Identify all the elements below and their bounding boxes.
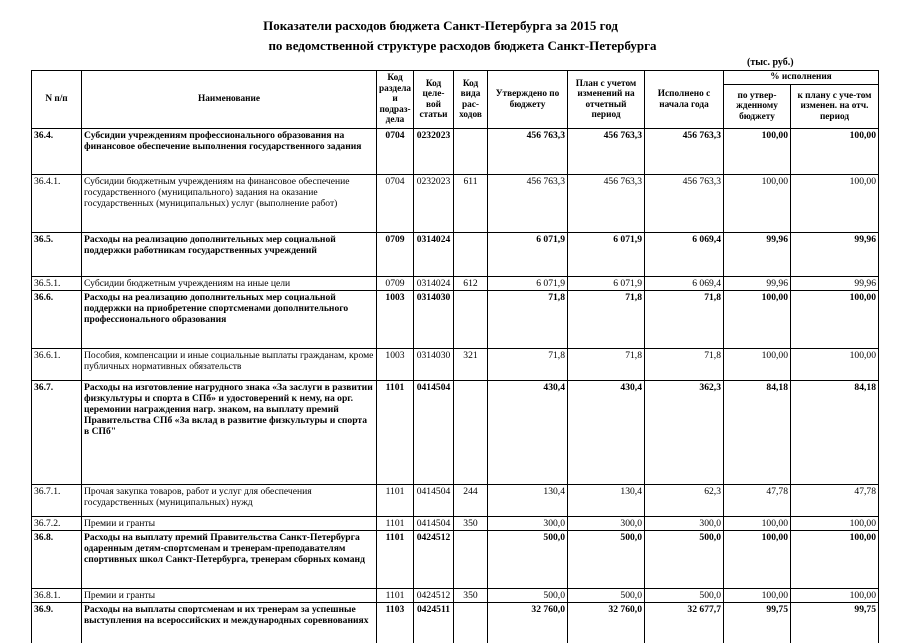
cell-plan: 300,0: [568, 517, 645, 531]
cell-plan: 500,0: [568, 531, 645, 589]
cell-article-code: 0424511: [414, 603, 454, 643]
cell-executed: 500,0: [645, 589, 724, 603]
cell-percent-budget: 100,00: [724, 531, 791, 589]
cell-expense-type-code: [454, 233, 488, 277]
document-title: Показатели расходов бюджета Санкт-Петербурга за 2015 год: [263, 18, 618, 33]
cell-plan: 71,8: [568, 291, 645, 349]
cell-expense-type-code: 321: [454, 349, 488, 381]
cell-section-code: 0704: [377, 129, 414, 175]
cell-name: Субсидии учреждениям профессионального образования на финансовое обеспечение выполнения государственного задания: [82, 129, 377, 175]
cell-executed: 456 763,3: [645, 129, 724, 175]
cell-name: Субсидии бюджетным учреждениям на иные цели: [82, 277, 377, 291]
cell-expense-type-code: [454, 381, 488, 485]
cell-expense-type-code: [454, 291, 488, 349]
cell-section-code: 1101: [377, 517, 414, 531]
cell-percent-budget: 47,78: [724, 485, 791, 517]
cell-percent-plan: 99,75: [791, 603, 879, 643]
cell-num: 36.7.1.: [32, 485, 82, 517]
cell-article-code: 0232023: [414, 129, 454, 175]
cell-num: 36.6.: [32, 291, 82, 349]
header-executed: Исполнено с начала года: [645, 71, 724, 129]
cell-percent-budget: 100,00: [724, 291, 791, 349]
cell-percent-budget: 100,00: [724, 129, 791, 175]
cell-section-code: 1101: [377, 531, 414, 589]
cell-approved: 456 763,3: [488, 175, 568, 233]
cell-percent-plan: 100,00: [791, 531, 879, 589]
cell-article-code: 0232023: [414, 175, 454, 233]
table-body: [32, 129, 879, 643]
header-expense-type-code: Код вида рас-ходов: [454, 71, 488, 129]
header-name: Наименование: [82, 71, 377, 129]
cell-percent-budget: 99,96: [724, 233, 791, 277]
cell-plan: 130,4: [568, 485, 645, 517]
table-row: [32, 531, 879, 589]
cell-percent-budget: 99,96: [724, 277, 791, 291]
cell-approved: 71,8: [488, 349, 568, 381]
cell-expense-type-code: [454, 531, 488, 589]
cell-section-code: 1101: [377, 485, 414, 517]
table-row: [32, 175, 879, 233]
cell-name: Субсидии бюджетным учреждениям на финансовое обеспечение государственного (муниципального) задания на оказание государственных (муниципальных) услуг (выполнение работ): [82, 175, 377, 233]
cell-article-code: 0314024: [414, 233, 454, 277]
cell-approved: 6 071,9: [488, 277, 568, 291]
table-row: [32, 517, 879, 531]
cell-percent-budget: 84,18: [724, 381, 791, 485]
cell-percent-budget: 100,00: [724, 517, 791, 531]
table-row: [32, 129, 879, 175]
cell-section-code: 1103: [377, 603, 414, 643]
cell-section-code: 1101: [377, 381, 414, 485]
cell-plan: 71,8: [568, 349, 645, 381]
cell-executed: 362,3: [645, 381, 724, 485]
cell-article-code: 0414504: [414, 485, 454, 517]
cell-name: Прочая закупка товаров, работ и услуг для обеспечения государственных (муниципальных) нужд: [82, 485, 377, 517]
cell-percent-plan: 99,96: [791, 233, 879, 277]
cell-name: Расходы на изготовление нагрудного знака «За заслуги в развитии физкультуры и спорта в СПб» и удостоверений к нему, на орг. церемонии награждения нагр. знаком, на выплату премий Правительства СПб «За вклад в развитие физкультуры и спорта в СПб": [82, 381, 377, 485]
header-section-code: Код раздела и подраз-дела: [377, 71, 414, 129]
cell-percent-plan: 100,00: [791, 129, 879, 175]
table-row: [32, 277, 879, 291]
cell-approved: 300,0: [488, 517, 568, 531]
cell-section-code: 0709: [377, 233, 414, 277]
cell-executed: 6 069,4: [645, 277, 724, 291]
cell-num: 36.5.: [32, 233, 82, 277]
cell-percent-plan: 47,78: [791, 485, 879, 517]
budget-table: [31, 70, 879, 643]
cell-expense-type-code: 350: [454, 589, 488, 603]
cell-num: 36.9.: [32, 603, 82, 643]
cell-expense-type-code: 244: [454, 485, 488, 517]
cell-num: 36.6.1.: [32, 349, 82, 381]
cell-approved: 430,4: [488, 381, 568, 485]
cell-plan: 6 071,9: [568, 277, 645, 291]
cell-approved: 71,8: [488, 291, 568, 349]
header-percent-budget: по утвер-жденному бюджету: [724, 85, 791, 129]
table-row: [32, 381, 879, 485]
units-label: (тыс. руб.): [747, 57, 794, 68]
cell-percent-plan: 84,18: [791, 381, 879, 485]
cell-executed: 300,0: [645, 517, 724, 531]
cell-executed: 6 069,4: [645, 233, 724, 277]
cell-plan: 32 760,0: [568, 603, 645, 643]
cell-name: Премии и гранты: [82, 517, 377, 531]
cell-section-code: 1003: [377, 291, 414, 349]
table-row: [32, 589, 879, 603]
cell-article-code: 0314030: [414, 349, 454, 381]
cell-name: Расходы на реализацию дополнительных мер социальной поддержки работникам государственных учреждений: [82, 233, 377, 277]
cell-num: 36.5.1.: [32, 277, 82, 291]
cell-num: 36.8.1.: [32, 589, 82, 603]
cell-expense-type-code: [454, 129, 488, 175]
cell-approved: 500,0: [488, 531, 568, 589]
cell-expense-type-code: [454, 603, 488, 643]
header-approved: Утверждено по бюджету: [488, 71, 568, 129]
cell-plan: 6 071,9: [568, 233, 645, 277]
cell-num: 36.4.: [32, 129, 82, 175]
cell-executed: 456 763,3: [645, 175, 724, 233]
cell-num: 36.8.: [32, 531, 82, 589]
table-row: [32, 349, 879, 381]
cell-article-code: 0414504: [414, 381, 454, 485]
header-plan: План с учетом изменений на отчетный период: [568, 71, 645, 129]
cell-approved: 6 071,9: [488, 233, 568, 277]
table-row: [32, 603, 879, 643]
cell-plan: 456 763,3: [568, 175, 645, 233]
cell-name: Расходы на реализацию дополнительных мер социальной поддержки на приобретение спортсменами дополнительного профессионального образования: [82, 291, 377, 349]
cell-executed: 71,8: [645, 349, 724, 381]
table-row: [32, 485, 879, 517]
cell-approved: 32 760,0: [488, 603, 568, 643]
cell-percent-plan: 100,00: [791, 517, 879, 531]
cell-plan: 500,0: [568, 589, 645, 603]
cell-article-code: 0424512: [414, 589, 454, 603]
cell-percent-plan: 99,96: [791, 277, 879, 291]
cell-percent-plan: 100,00: [791, 349, 879, 381]
cell-percent-budget: 99,75: [724, 603, 791, 643]
cell-percent-plan: 100,00: [791, 175, 879, 233]
cell-article-code: 0424512: [414, 531, 454, 589]
header-percent-plan: к плану с уче-том изменен. на отч. период: [791, 85, 879, 129]
cell-executed: 500,0: [645, 531, 724, 589]
cell-approved: 456 763,3: [488, 129, 568, 175]
cell-name: Расходы на выплаты спортсменам и их тренерам за успешные выступления на всероссийских и международных соревнованиях: [82, 603, 377, 643]
cell-executed: 32 677,7: [645, 603, 724, 643]
cell-expense-type-code: 612: [454, 277, 488, 291]
cell-article-code: 0414504: [414, 517, 454, 531]
cell-section-code: 0704: [377, 175, 414, 233]
cell-name: Расходы на выплату премий Правительства Санкт-Петербурга одаренным детям-спортсменам и тренерам-преподавателям спортивных школ Санкт-Петербурга, тренерам сборных команд: [82, 531, 377, 589]
cell-num: 36.7.: [32, 381, 82, 485]
cell-executed: 71,8: [645, 291, 724, 349]
cell-section-code: 1101: [377, 589, 414, 603]
cell-section-code: 1003: [377, 349, 414, 381]
header-article-code: Код целе-вой статьи: [414, 71, 454, 129]
cell-name: Премии и гранты: [82, 589, 377, 603]
cell-executed: 62,3: [645, 485, 724, 517]
header-percent-group: % исполнения: [724, 71, 879, 85]
table-row: [32, 233, 879, 277]
cell-approved: 130,4: [488, 485, 568, 517]
cell-percent-budget: 100,00: [724, 589, 791, 603]
cell-section-code: 0709: [377, 277, 414, 291]
cell-plan: 456 763,3: [568, 129, 645, 175]
cell-percent-budget: 100,00: [724, 349, 791, 381]
cell-approved: 500,0: [488, 589, 568, 603]
cell-plan: 430,4: [568, 381, 645, 485]
document-subtitle: по ведомственной структуре расходов бюджета Санкт-Петербурга: [268, 38, 657, 53]
cell-expense-type-code: 611: [454, 175, 488, 233]
cell-expense-type-code: 350: [454, 517, 488, 531]
cell-percent-plan: 100,00: [791, 589, 879, 603]
cell-article-code: 0314024: [414, 277, 454, 291]
cell-percent-budget: 100,00: [724, 175, 791, 233]
cell-num: 36.4.1.: [32, 175, 82, 233]
table-row: [32, 291, 879, 349]
cell-num: 36.7.2.: [32, 517, 82, 531]
cell-percent-plan: 100,00: [791, 291, 879, 349]
cell-article-code: 0314030: [414, 291, 454, 349]
header-num: N п/п: [32, 71, 82, 129]
cell-name: Пособия, компенсации и иные социальные выплаты гражданам, кроме публичных нормативных обязательств: [82, 349, 377, 381]
